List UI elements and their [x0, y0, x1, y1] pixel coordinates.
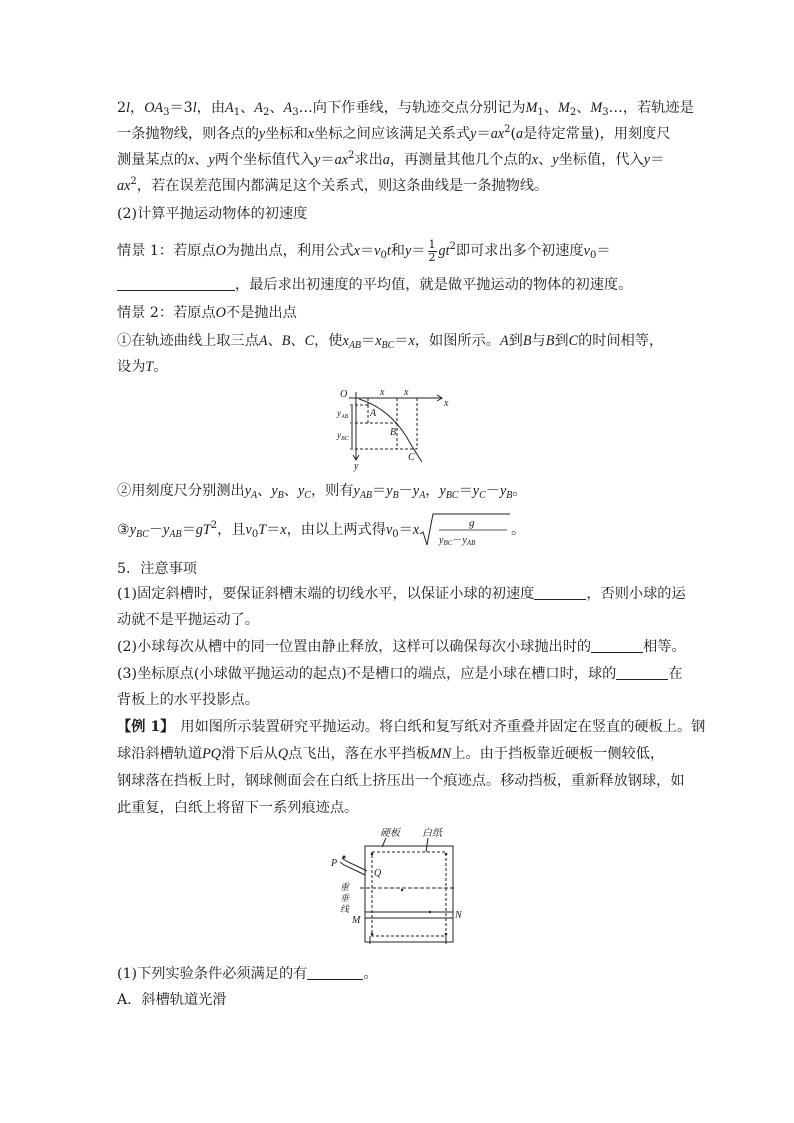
- answer-blank-5[interactable]: [307, 965, 363, 980]
- paragraph-line-4: $ax^2$，若在误差范围内都满足这个关系式，则这条曲线是一条抛物线。: [117, 176, 549, 194]
- segment-x-label-2: x: [404, 387, 409, 398]
- y-axis-label: y: [354, 461, 359, 472]
- paragraph-scenario-1-cont: ，最后求出初速度的平均值，就是做平抛运动的物体的初速度。: [117, 272, 679, 298]
- section-heading-notes: 5．注意事项: [117, 561, 197, 577]
- white-paper-label: 白纸: [422, 828, 442, 839]
- question-1: (1)下列实验条件必须满足的有 。: [117, 966, 378, 982]
- paragraph-step-2: ②用刻度尺分别测出$y_A$、$y_B$、$y_C$，则有$y_{AB}=y_B-y_A$，$y_{BC}=y_C-y_B$。: [117, 483, 527, 501]
- point-b-label: B: [390, 427, 397, 438]
- paragraph-note-1-cont: 动就不是平抛运动了。: [117, 612, 259, 628]
- paragraph-scenario-2: 情景 2：若原点O不是抛出点: [117, 305, 297, 321]
- hard-board-outline: [365, 846, 453, 942]
- answer-blank-4[interactable]: [616, 665, 668, 680]
- svg-text:g: g: [469, 517, 475, 529]
- point-m-label: M: [352, 915, 361, 926]
- yab-label: $y_{AB}$: [337, 408, 349, 420]
- white-paper-pointer: [426, 838, 428, 852]
- option-a: A．斜槽轨道光滑: [117, 992, 227, 1008]
- answer-blank-1[interactable]: [117, 276, 235, 291]
- answer-blank-3[interactable]: [591, 638, 643, 653]
- chute-track-top: [342, 858, 367, 871]
- paragraph-line-1: 2l，$OA_3=3l$，由$A_1$、$A_2$、$A_3\dots$向下作垂线，与轨迹交点分别记为$M_1$、$M_2$、$M_3\dots$，若轨迹是: [117, 100, 694, 118]
- point-n-label: N: [455, 910, 462, 921]
- paragraph-note-1: (1)固定斜槽时，要保证斜槽末端的切线水平，以保证小球的初速度 ，否则小球的运: [117, 586, 686, 602]
- fraction-one-half: $\frac{1}{2}$: [428, 237, 436, 264]
- svg-text:yBC－yAB: $y_{BC}-y_{AB}$: [439, 535, 476, 547]
- paragraph-step-3: $③y_{BC}-y_{AB}=gT^2$，且$v_0T=x$，由以上两式得$v_0=x$ g $y_{BC}-y_{AB}$ 。: [117, 512, 679, 548]
- apparatus-diagram: [330, 824, 470, 952]
- plumb-label-1: 重: [340, 882, 350, 892]
- ybc-label: $y_{BC}$: [337, 430, 349, 442]
- white-paper-outline: [372, 852, 446, 936]
- point-p-label: P: [331, 858, 338, 869]
- point-a-label: A: [370, 408, 377, 419]
- point-c-label: C: [408, 452, 415, 463]
- radical-sign-icon: [419, 512, 511, 548]
- trajectory-diagram: [336, 386, 456, 472]
- plumb-label-2: 垂: [340, 893, 350, 903]
- hard-board-label: 硬板: [380, 828, 400, 839]
- section-heading-initial-velocity: (2)计算平抛运动物体的初速度: [117, 206, 308, 222]
- baffle-mn: [365, 912, 453, 918]
- point-q-label: Q: [374, 868, 382, 879]
- answer-blank-2[interactable]: [534, 585, 586, 600]
- paragraph-note-2: (2)小球每次从槽中的同一位置由静止释放，这样可以确保每次小球抛出时的 相等。: [117, 639, 686, 655]
- paragraph-note-3-cont: 背板上的水平投影点。: [117, 692, 259, 708]
- origin-label: O: [340, 389, 348, 400]
- square-root-expression: [419, 512, 511, 548]
- paragraph-example-1-line-2: 球沿斜槽轨道PQ滑下后从Q点飞出，落在水平挡板MN上。由于挡板靠近硬板一侧较低，: [117, 746, 665, 762]
- paragraph-step-1-cont: 设为T。: [117, 359, 168, 375]
- paragraph-step-1: ①在轨迹曲线上取三点A、B、C，使$x_{AB}=x_{BC}=x$，如图所示。A到B与B到C的时间相等，: [117, 333, 664, 351]
- paragraph-example-1-line-3: 钢球落在挡板上时，钢球侧面会在白纸上挤压出一个痕迹点。移动挡板，重新释放钢球，如: [117, 773, 685, 789]
- x-axis-label: x: [444, 398, 449, 409]
- paragraph-example-1-line-4: 此重复，白纸上将留下一系列痕迹点。: [117, 800, 359, 816]
- paragraph-note-3: (3)坐标原点(小球做平抛运动的起点)不是槽口的端点，应是小球在槽口时，球的 在: [117, 666, 683, 682]
- segment-x-label-1: x: [380, 387, 385, 398]
- paragraph-line-2: 一条抛物线，则各点的y坐标和x坐标之间应该满足关系式$y=ax^2(a$是待定常量)，用刻度尺: [117, 124, 671, 142]
- paragraph-line-3: 测量某点的x、y两个坐标值代入$y=ax^2$求出a，再测量其他几个点的x、y坐标值，代入y＝: [117, 150, 665, 168]
- plumb-label-3: 线: [340, 904, 350, 914]
- paragraph-scenario-1: 情景 1：若原点O为抛出点，利用公式$x=v_0t$和y＝ $\frac{1}{2}$ $gt^2$即可求出多个初速度$v_0=$: [117, 237, 611, 264]
- paragraph-example-1: 【例 1】 用如图所示装置研究平抛运动。将白纸和复写纸对齐重叠并固定在竖直的硬板上。钢: [117, 719, 706, 735]
